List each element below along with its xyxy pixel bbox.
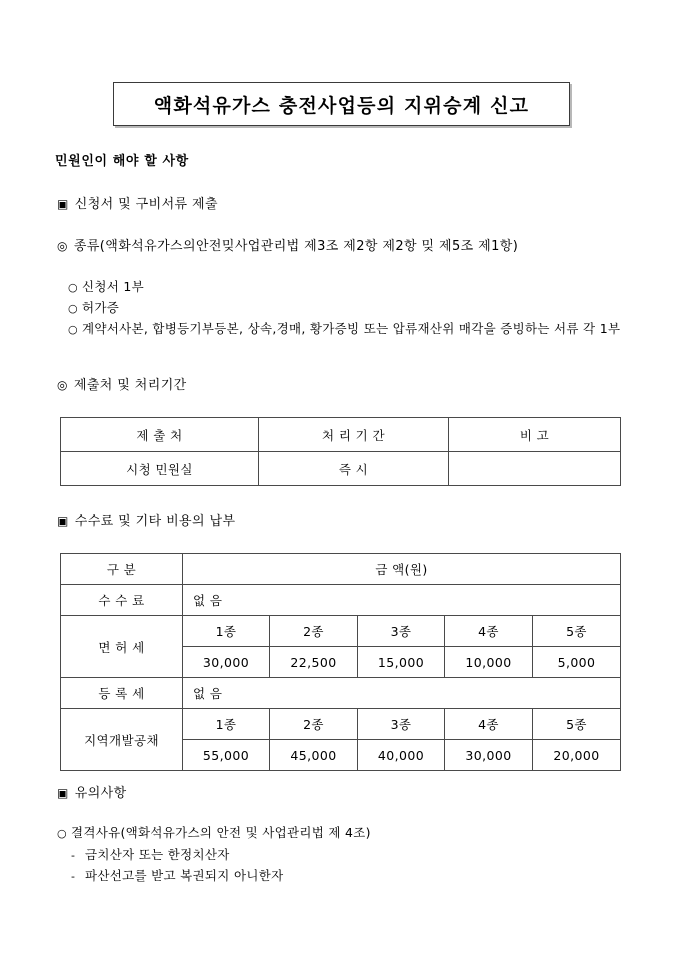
grade-cell: 5종: [533, 616, 621, 647]
list-item-label: 계약서사본, 합병등기부등본, 상속,경매, 황가증빙 또는 압류재산위 매각을 증빙하는 서류 각 1부: [82, 321, 621, 336]
hollow-circle-bullet-icon: ○: [68, 302, 78, 315]
bullet-submission-place: [57, 374, 187, 393]
grade-cell: 1종: [183, 616, 270, 647]
row-value-registration-tax: 없 음: [183, 678, 621, 709]
row-label-registration-tax: 등 록 세: [61, 678, 183, 709]
list-item: [68, 298, 119, 316]
notes-sub-item: [71, 866, 283, 884]
bullet-fees-label: 수수료 및 기타 비용의 납부: [74, 514, 236, 529]
list-item: [68, 277, 144, 295]
header-cell-remarks: 비 고: [449, 418, 621, 452]
hollow-circle-bullet-icon: ○: [68, 281, 78, 294]
list-item-label: 신청서 1부: [82, 279, 145, 294]
double-circle-bullet-icon: ◎: [57, 239, 68, 253]
bullet-kinds-label: 종류(액화석유가스의안전밎사업관리법 제3조 제2항 제2항 밎 제5조 제1항): [73, 239, 519, 254]
amount-cell: 22,500: [270, 647, 358, 678]
dash-bullet-icon: -: [71, 849, 76, 862]
notes-item: [57, 823, 371, 841]
header-cell-amount: 금 액(원): [183, 554, 621, 585]
amount-cell: 55,000: [183, 740, 270, 771]
grade-cell: 4종: [445, 616, 533, 647]
notes-sub-item: [71, 845, 230, 863]
amount-cell: 20,000: [533, 740, 621, 771]
grade-cell: 4종: [445, 709, 533, 740]
filled-square-bullet-icon: ▣: [57, 197, 69, 211]
amount-cell: 30,000: [445, 740, 533, 771]
row-label-regional-bond: 지역개발공채: [61, 709, 183, 771]
bullet-fees: [57, 510, 235, 529]
dash-bullet-icon: -: [71, 870, 76, 883]
table-row: [61, 616, 621, 647]
bullet-submission-place-label: 제출처 및 처리기간: [73, 378, 187, 393]
grade-cell: 5종: [533, 709, 621, 740]
header-cell-division: 구 분: [61, 554, 183, 585]
grade-cell: 2종: [270, 709, 358, 740]
list-item-label: 허가증: [82, 300, 120, 315]
hollow-circle-bullet-icon: ○: [68, 323, 78, 336]
page-title: 액화석유가스 충전사업등의 지위승계 신고: [153, 94, 530, 117]
table-row: [61, 709, 621, 740]
table-row: [61, 452, 621, 486]
filled-square-bullet-icon: ▣: [57, 786, 69, 800]
bullet-notes-label: 유의사항: [74, 786, 127, 801]
fees-table: [60, 553, 621, 771]
notes-sub-item-label: 금치산자 또는 한정치산자: [85, 847, 230, 862]
amount-cell: 30,000: [183, 647, 270, 678]
hollow-circle-bullet-icon: ○: [57, 827, 67, 840]
table-header-row: [61, 418, 621, 452]
submission-table: [60, 417, 621, 486]
table-row: [61, 585, 621, 616]
list-item: [68, 319, 634, 338]
amount-cell: 45,000: [270, 740, 358, 771]
bullet-application-submission: [57, 193, 218, 212]
notes-item-label: 결격사유(액화석유가스의 안전 및 사업관리법 제 4조): [71, 825, 371, 840]
table-row: [61, 678, 621, 709]
grade-cell: 2종: [270, 616, 358, 647]
filled-square-bullet-icon: ▣: [57, 514, 69, 528]
header-cell-period: 처 리 기 간: [259, 418, 449, 452]
double-circle-bullet-icon: ◎: [57, 378, 68, 392]
grade-cell: 3종: [358, 616, 445, 647]
amount-cell: 15,000: [358, 647, 445, 678]
amount-cell: 10,000: [445, 647, 533, 678]
grade-cell: 3종: [358, 709, 445, 740]
cell-remarks-value: [449, 452, 621, 486]
row-value-fee: 없 음: [183, 585, 621, 616]
document-title-box: [113, 82, 570, 126]
cell-period-value: 즉 시: [259, 452, 449, 486]
amount-cell: 40,000: [358, 740, 445, 771]
amount-cell: 5,000: [533, 647, 621, 678]
row-label-fee: 수 수 료: [61, 585, 183, 616]
bullet-kinds: [57, 235, 518, 254]
section-heading-applicant-duties: 민원인이 해야 할 사항: [55, 154, 189, 169]
header-cell-place: 제 출 처: [61, 418, 259, 452]
bullet-notes: [57, 782, 127, 801]
row-label-license-tax: 면 허 세: [61, 616, 183, 678]
grade-cell: 1종: [183, 709, 270, 740]
cell-place-value: 시청 민원실: [61, 452, 259, 486]
bullet-application-submission-label: 신청서 및 구비서류 제출: [74, 197, 218, 212]
table-header-row: [61, 554, 621, 585]
notes-sub-item-label: 파산선고를 받고 복권되지 아니한자: [85, 868, 284, 883]
